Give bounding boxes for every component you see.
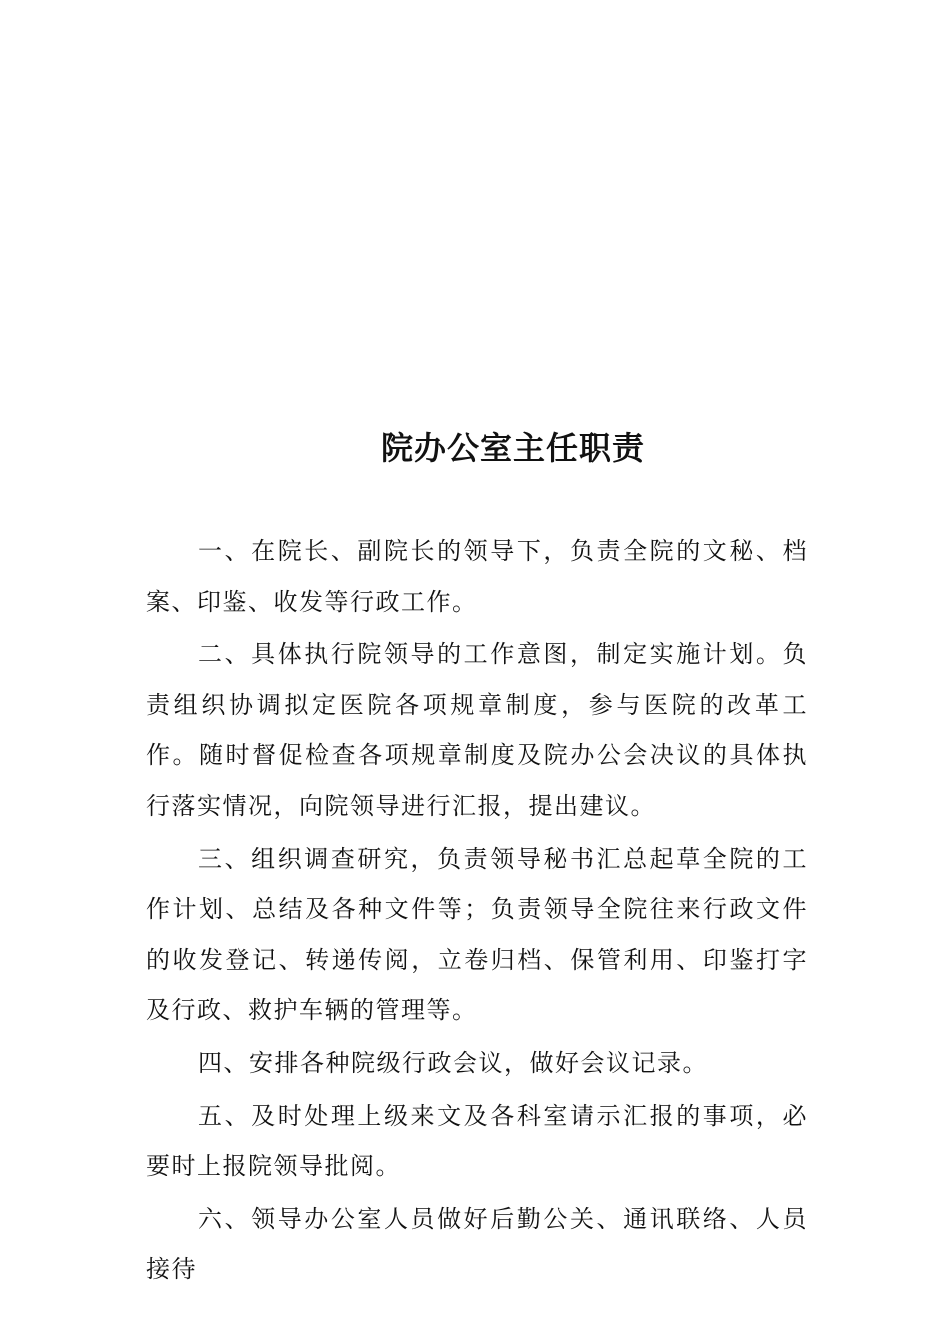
paragraph-6: 六、领导办公室人员做好后勤公关、通讯联络、人员接待 — [146, 1204, 808, 1284]
paragraph-3: 三、组织调查研究，负责领导秘书汇总起草全院的工作计划、总结及各种文件等；负责领导全院往来行政文件的收发登记、转递传阅，立卷归档、保管利用、印鉴打字及行政、救护车辆的管理等。 — [146, 844, 808, 1025]
paragraph-1: 一、在院长、副院长的领导下，负责全院的文秘、档案、印鉴、收发等行政工作。 — [146, 537, 808, 616]
paragraph-2: 二、具体执行院领导的工作意图，制定实施计划。负责组织协调拟定医院各项规章制度，参与医院的改革工作。随时督促检查各项规章制度及院办公会决议的具体执行落实情况，向院领导进行汇报，提出建议。 — [146, 640, 808, 820]
document-title: 院办公室主任职责 — [380, 429, 645, 467]
paragraph-5: 五、及时处理上级来文及各科室请示汇报的事项，必要时上报院领导批阅。 — [146, 1101, 808, 1181]
paragraph-4: 四、安排各种院级行政会议，做好会议记录。 — [198, 1048, 708, 1077]
document-body — [146, 526, 808, 1297]
